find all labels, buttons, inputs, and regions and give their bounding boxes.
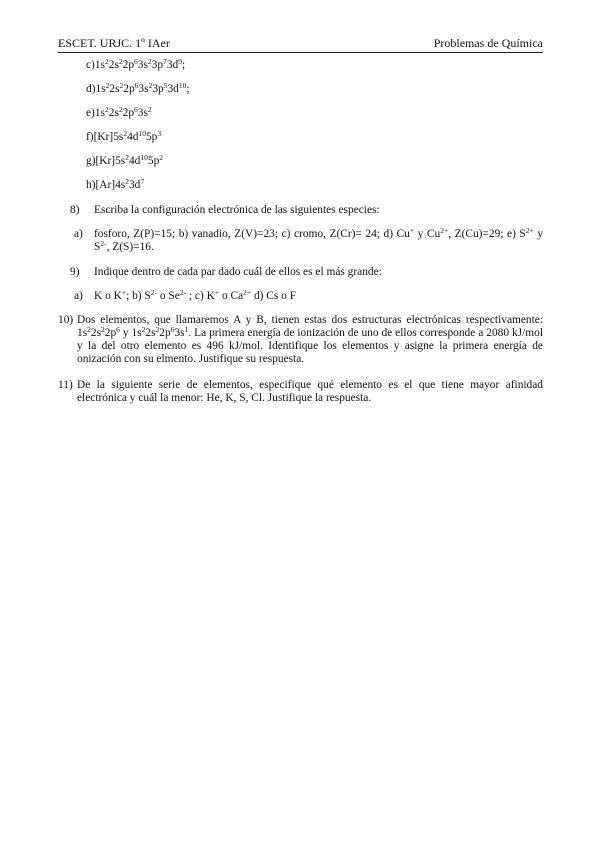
config-formula: $[Kr]5s^24d^{10}5p^3$ bbox=[93, 129, 162, 143]
question-11-text: De la siguiente serie de elementos, especifique qué elemento es el que tiene mayor afinidad electrónica y cuál la menor: He, K, S, Cl. Justifique la respuesta. bbox=[77, 379, 543, 404]
question-10-number: 10) bbox=[58, 314, 74, 326]
config-formula: $1s^22s^22p^63s^23p^73d^9$; bbox=[94, 57, 186, 71]
config-label: f) bbox=[86, 131, 94, 143]
question-9-sub-text: K o K+; b) $S^{2-}$ o $Se^{2-}$ ; c) K+ o $Ca^{2+}$ d) Cs o F bbox=[94, 288, 297, 302]
question-8-number: 8) bbox=[70, 204, 80, 216]
question-9-text: Indique dentro de cada par dado cuál de ellos es el más grande: bbox=[94, 266, 382, 278]
config-item bbox=[86, 59, 185, 72]
question-9-number: 9) bbox=[70, 266, 80, 278]
config-formula: $1s^22s^22p^63s^2$ bbox=[94, 105, 152, 119]
config-item bbox=[86, 179, 144, 192]
question-8-text: Escriba la configuración electrónica de las siguientes especies: bbox=[94, 204, 380, 216]
config-label: d) bbox=[86, 83, 96, 95]
config-item bbox=[86, 131, 161, 144]
config-label: e) bbox=[86, 107, 95, 119]
question-11-number: 11) bbox=[58, 379, 73, 391]
question-8-sub-text: fosforo, Z(P)=15; b) vanadio, Z(V)=23; c) cromo, Z(Cr)= 24; d) Cu+ y $Cu^{2+}$, Z(Cu)=29; e) $S^{2+}$ y $S^{2-}$, Z(S)=16. bbox=[94, 226, 544, 253]
config-item bbox=[86, 107, 152, 120]
config-formula: $[Kr]5s^24d^{10}5p^2$ bbox=[95, 153, 164, 167]
config-label: h) bbox=[86, 179, 96, 191]
config-formula: $[Ar]4s^23d^7$ bbox=[95, 177, 145, 191]
config-label: g) bbox=[86, 155, 96, 167]
config-label: c) bbox=[86, 59, 95, 71]
question-10-text: Dos elementos, que llamaremos A y B, tienen estas dos estructuras electrónicas respectivamente: $1s^22s^22p^6$ y $1s^22s^22p^63s^1$. La primera energía de ionización de uno de ellos corresponde a 2080 kJ/mol y la del otro elemento es 496 kJ/mol. Identifique los elementos y asigne la primera energía de onización con su elmento. Justifique su respuesta. bbox=[77, 314, 543, 365]
header-course: ESCET. URJC. 1º IAer bbox=[58, 36, 170, 50]
question-8-sub-label: a) bbox=[74, 228, 83, 240]
config-item bbox=[86, 83, 190, 96]
header-subject: Problemas de Química bbox=[433, 36, 543, 50]
question-9-sub-label: a) bbox=[74, 290, 83, 302]
config-item bbox=[86, 155, 163, 168]
config-formula: $1s^22s^22p^63s^23p^53d^{10}$; bbox=[95, 81, 190, 95]
page-header bbox=[58, 34, 543, 53]
